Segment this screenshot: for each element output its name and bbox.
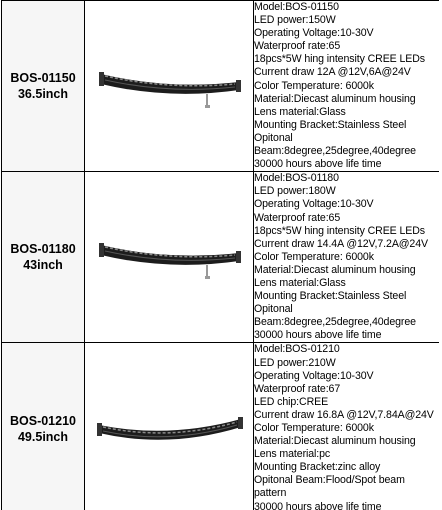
- table-row: [2, 172, 440, 343]
- spec-table-frame: [1, 0, 439, 510]
- spec-line: Operating Voltage:10-30V: [254, 27, 374, 40]
- spec-line: LED power:180W: [254, 185, 336, 198]
- spec-line: Mounting Bracket:Stainless Steel: [254, 290, 407, 303]
- spec-line: Color Temperature: 6000k: [254, 422, 374, 434]
- spec-line: Opitonal: [254, 303, 293, 316]
- model-size: 36.5inch: [17, 87, 69, 102]
- spec-line: Material:Diecast aluminum housing: [254, 263, 416, 276]
- spec-line: Current draw 12A @12V,6A@24V: [254, 66, 411, 79]
- model-name: BOS-01150: [10, 71, 76, 86]
- spec-line: LED chip:CREE: [254, 395, 329, 408]
- spec-line: LED power:210W: [254, 356, 336, 369]
- spec-line: Operating Voltage:10-30V: [254, 369, 374, 382]
- product-image-cell: [85, 1, 254, 172]
- spec-line: Color Temperature: 6000k: [254, 79, 374, 92]
- spec-list-cell: [254, 172, 440, 343]
- product-spec-table: [1, 0, 439, 510]
- spec-line: 30000 hours above life time: [254, 329, 382, 342]
- model-size: 43inch: [23, 258, 63, 273]
- spec-line: 30000 hours above life time: [254, 500, 382, 510]
- curved-led-light-bar-icon: [89, 399, 249, 459]
- model-cell: [2, 172, 85, 343]
- spec-line: Waterproof rate:65: [254, 211, 341, 224]
- spec-line: Mounting Bracket:zinc alloy: [254, 461, 381, 474]
- model-size: 49.5inch: [17, 429, 69, 444]
- model-name: BOS-01210: [9, 413, 76, 428]
- spec-line: Lens material:Glass: [254, 276, 346, 289]
- model-cell: [2, 343, 85, 510]
- spec-list-cell: [254, 1, 440, 172]
- curved-led-light-bar-icon: [89, 227, 249, 287]
- spec-line: Model:BOS-01180: [254, 172, 339, 185]
- spec-line: Mounting Bracket:Stainless Steel: [254, 118, 407, 131]
- spec-line: 18pcs*5W hing intensity CREE LEDs: [254, 224, 425, 237]
- spec-line: Material:Diecast aluminum housing: [254, 435, 416, 448]
- spec-line: Model:BOS-01210: [254, 343, 340, 356]
- spec-list-cell: [254, 343, 440, 510]
- spec-line: LED power:150W: [254, 14, 336, 27]
- spec-line: Current draw 14.4A @12V,7.2A@24V: [254, 237, 428, 250]
- spec-line: Beam:8degree,25degree,40degree: [254, 145, 416, 158]
- spec-line: Current draw 16.8A @12V,7.84A@24V: [254, 408, 434, 421]
- model-cell: [2, 1, 85, 172]
- spec-line: 18pcs*5W hing intensity CREE LEDs: [254, 53, 425, 66]
- spec-line: Waterproof rate:65: [254, 40, 341, 53]
- spec-line: Material:Diecast aluminum housing: [254, 92, 416, 105]
- spec-line: Waterproof rate:67: [254, 382, 341, 395]
- product-image-cell: [85, 343, 254, 510]
- spec-line: Lens material:pc: [254, 448, 331, 461]
- curved-led-light-bar-icon: [89, 56, 249, 116]
- table-row: [2, 1, 440, 172]
- table-row: [2, 343, 440, 510]
- spec-line: 30000 hours above life time: [254, 158, 382, 171]
- spec-line: Color Temperature: 6000k: [254, 250, 374, 263]
- model-name: BOS-01180: [10, 242, 76, 257]
- spec-line: Opitonal: [254, 131, 293, 144]
- spec-line: Beam:8degree,25degree,40degree: [254, 316, 416, 329]
- spec-line: pattern: [254, 487, 287, 500]
- spec-line: Model:BOS-01150: [254, 1, 339, 13]
- product-image-cell: [85, 172, 254, 343]
- spec-line: Opitonal Beam:Flood/Spot beam: [254, 474, 405, 487]
- spec-line: Lens material:Glass: [254, 105, 346, 118]
- spec-line: Operating Voltage:10-30V: [254, 198, 374, 211]
